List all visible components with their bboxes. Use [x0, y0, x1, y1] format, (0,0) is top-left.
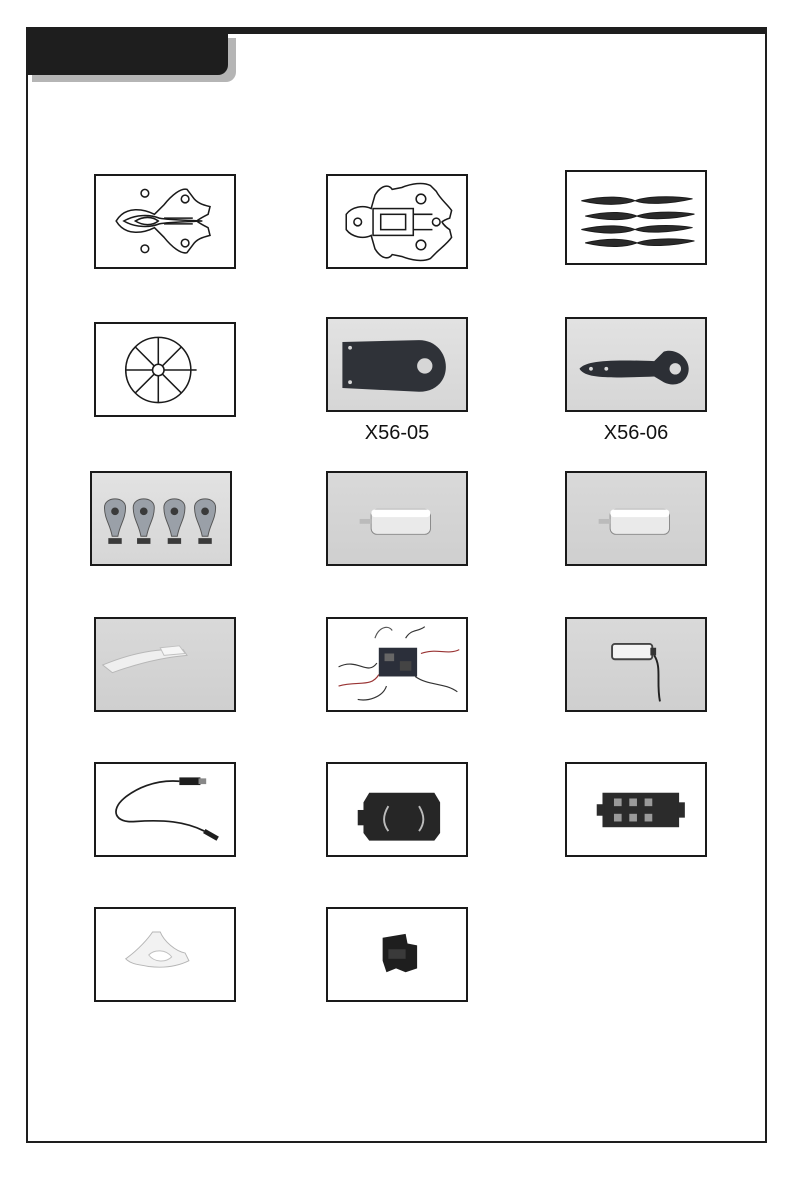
- motor-base-covers-icon: [92, 473, 230, 564]
- motor-icon: [567, 473, 705, 564]
- receiver-board-icon: [328, 619, 466, 710]
- part-battery: [565, 617, 707, 712]
- propellers-icon: [567, 172, 705, 263]
- landing-skid-icon: [96, 619, 234, 710]
- camera-mount-icon: [328, 909, 466, 1000]
- header-tab: [28, 33, 228, 75]
- part-camera-board: [565, 762, 707, 857]
- part-motor-holder: [326, 317, 468, 412]
- part-usb-charging-cable: [94, 762, 236, 857]
- part-receiver-board: [326, 617, 468, 712]
- part-propeller-guard: [94, 322, 236, 417]
- usb-charging-cable-icon: [96, 764, 234, 855]
- part-motor-a: [326, 471, 468, 566]
- upper-body-shell-icon: [96, 176, 234, 267]
- part-upper-body-shell: [94, 174, 236, 269]
- part-motor-base-covers: [90, 471, 232, 566]
- part-lower-body-shell: [326, 174, 468, 269]
- lower-body-shell-icon: [328, 176, 466, 267]
- part-motor-b: [565, 471, 707, 566]
- camera-board-icon: [567, 764, 705, 855]
- part-propellers: [565, 170, 707, 265]
- propeller-guard-icon: [96, 324, 234, 415]
- motor-icon: [328, 473, 466, 564]
- part-caption: X56-06: [603, 422, 669, 444]
- part-caption: X56-05: [364, 422, 430, 444]
- motor-holder-icon: [328, 319, 466, 410]
- part-landing-gear: [94, 907, 236, 1002]
- motor-arm-icon: [567, 319, 705, 410]
- part-camera-mount: [326, 907, 468, 1002]
- part-motor-arm: [565, 317, 707, 412]
- camera-housing-icon: [328, 764, 466, 855]
- landing-gear-icon: [96, 909, 234, 1000]
- part-landing-skid: [94, 617, 236, 712]
- part-camera-housing: [326, 762, 468, 857]
- battery-icon: [567, 619, 705, 710]
